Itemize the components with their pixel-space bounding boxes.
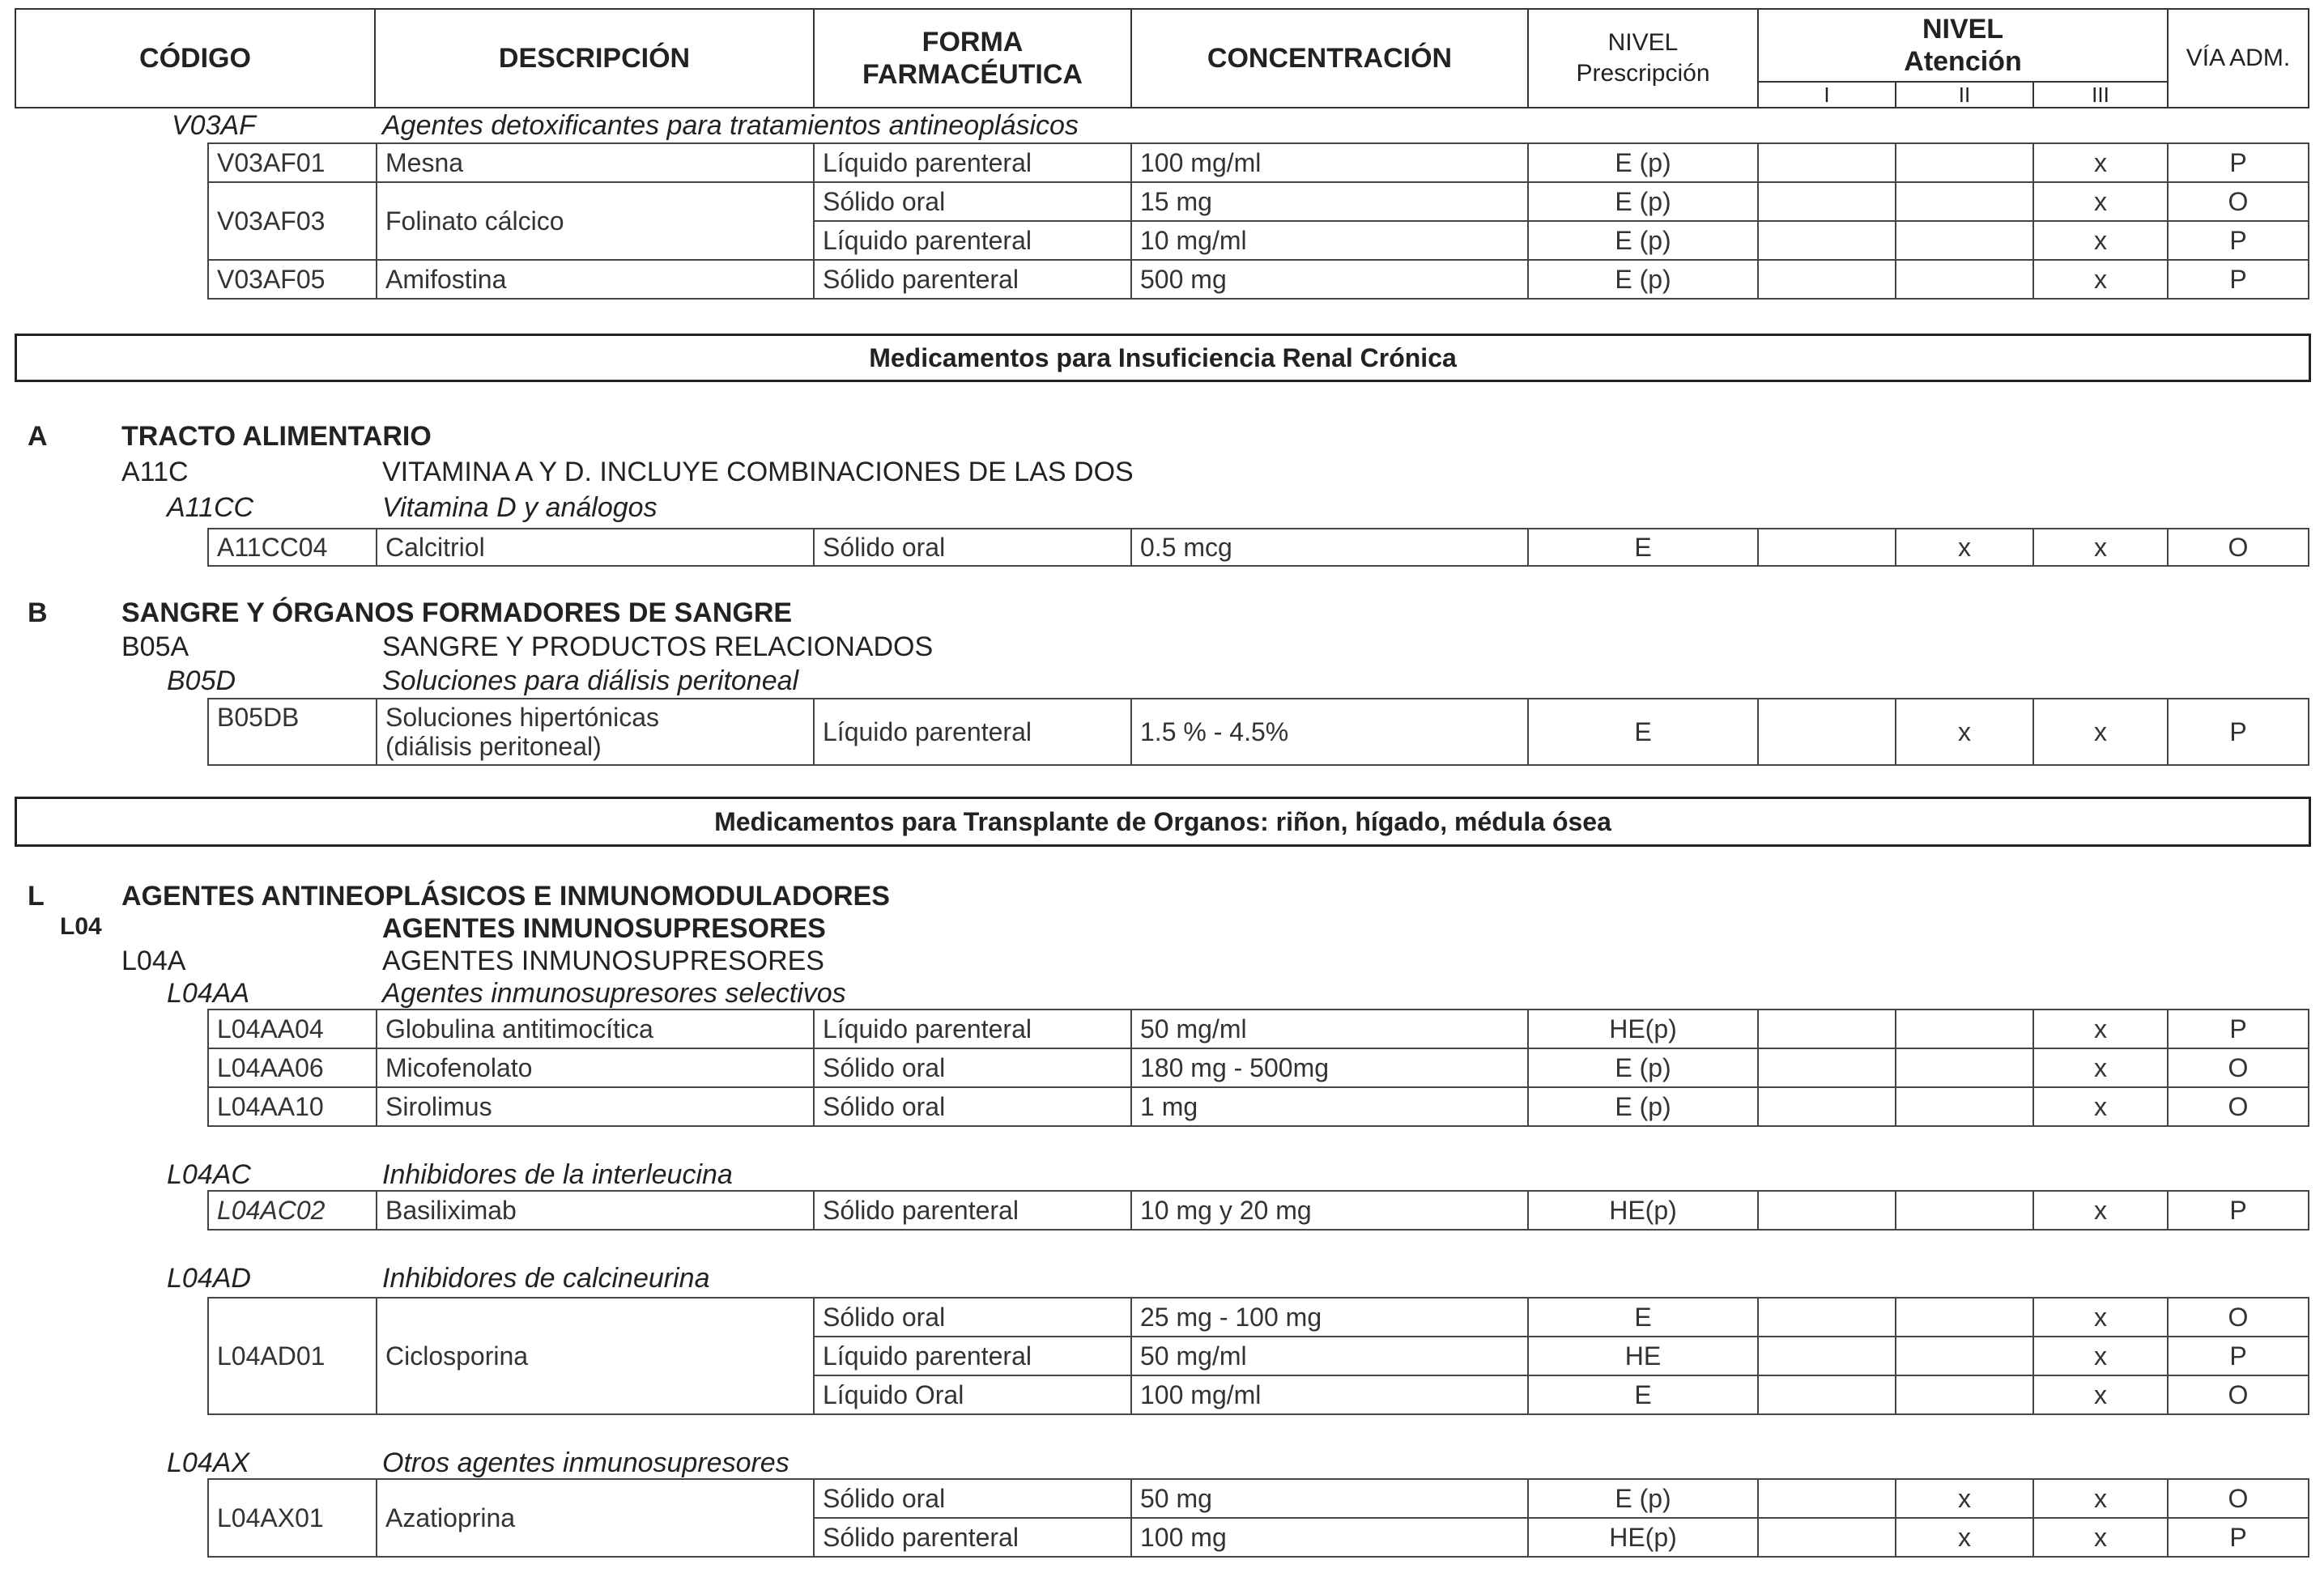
- group-letter: A: [28, 421, 48, 452]
- header-nivel-aten-line2: Atención: [1904, 46, 2022, 77]
- cell-n3: x: [2032, 1048, 2169, 1088]
- cell-n3: x: [2032, 142, 2169, 183]
- cell-via: O: [2167, 1375, 2309, 1415]
- subgroup-code: A11C: [121, 457, 189, 487]
- cell-forma: Líquido parenteral: [813, 698, 1132, 766]
- cell-presc: HE: [1527, 1336, 1759, 1376]
- cell-conc: 0.5 mcg: [1130, 528, 1529, 567]
- header-level-2: [1895, 81, 2034, 108]
- subgroup-name: Agentes detoxificantes para tratamientos antineoplásicos: [382, 110, 1079, 141]
- cell-n3: x: [2032, 181, 2169, 222]
- group-name: AGENTES ANTINEOPLÁSICOS E INMUNOMODULADORES: [121, 881, 890, 912]
- header-level-3: [2032, 81, 2169, 108]
- class-code: L04AC: [167, 1159, 251, 1190]
- cell-n2: [1895, 1190, 2034, 1231]
- cell-conc: 100 mg/ml: [1130, 142, 1529, 183]
- header-concentracion: [1130, 8, 1529, 108]
- cell-forma: Sólido oral: [813, 1478, 1132, 1519]
- cell-n1: [1757, 1478, 1896, 1519]
- header-codigo: [15, 8, 376, 108]
- cell-code: V03AF01: [207, 142, 377, 183]
- class-code: L04AX: [167, 1447, 250, 1478]
- header-nivel-presc-line2: Prescripción: [1576, 60, 1710, 87]
- cell-code: L04AX01: [207, 1478, 377, 1558]
- cell-n2: [1895, 142, 2034, 183]
- cell-n2: x: [1895, 1478, 2034, 1519]
- cell-n3: x: [2032, 259, 2169, 300]
- cell-n1: [1757, 698, 1896, 766]
- cell-presc: E (p): [1527, 259, 1759, 300]
- cell-desc: Mesna: [376, 142, 815, 183]
- cell-forma: Sólido parenteral: [813, 1517, 1132, 1558]
- cell-desc: Folinato cálcico: [376, 181, 815, 261]
- cell-via: O: [2167, 1048, 2309, 1088]
- cell-code: A11CC04: [207, 528, 377, 567]
- cell-n2: [1895, 1048, 2034, 1088]
- cell-via: O: [2167, 181, 2309, 222]
- cell-desc: Ciclosporina: [376, 1297, 815, 1415]
- cell-n1: [1757, 259, 1896, 300]
- group-name: SANGRE Y ÓRGANOS FORMADORES DE SANGRE: [121, 597, 793, 628]
- cell-presc: E (p): [1527, 142, 1759, 183]
- class-name: Soluciones para diálisis peritoneal: [382, 665, 799, 696]
- cell-via: P: [2167, 698, 2309, 766]
- cell-conc: 15 mg: [1130, 181, 1529, 222]
- section-banner-transplante: Medicamentos para Transplante de Organos: riñon, hígado, médula ósea: [15, 797, 2311, 847]
- cell-presc: E (p): [1527, 1086, 1759, 1127]
- cell-conc: 10 mg/ml: [1130, 220, 1529, 261]
- cell-code: V03AF05: [207, 259, 377, 300]
- cell-via: P: [2167, 1009, 2309, 1049]
- cell-n3: x: [2032, 698, 2169, 766]
- header-forma: [813, 8, 1132, 108]
- cell-conc: 50 mg: [1130, 1478, 1529, 1519]
- class-code: B05D: [167, 665, 236, 696]
- cell-via: P: [2167, 1190, 2309, 1231]
- subgroup-name: AGENTES INMUNOSUPRESORES: [382, 946, 824, 976]
- cell-via: P: [2167, 259, 2309, 300]
- cell-code: L04AA04: [207, 1009, 377, 1049]
- subgroup-name: AGENTES INMUNOSUPRESORES: [382, 913, 826, 944]
- cell-forma: Sólido oral: [813, 1297, 1132, 1337]
- cell-forma: Sólido oral: [813, 1086, 1132, 1127]
- cell-n3: x: [2032, 1336, 2169, 1376]
- section-banner-renal: Medicamentos para Insuficiencia Renal Crónica: [15, 334, 2311, 382]
- class-name: Vitamina D y análogos: [382, 492, 658, 523]
- cell-desc: Amifostina: [376, 259, 815, 300]
- class-code: L04AD: [167, 1263, 251, 1294]
- header-descripcion: [374, 8, 815, 108]
- cell-n1: [1757, 1190, 1896, 1231]
- subgroup-code: L04A: [121, 946, 186, 976]
- cell-forma: Sólido parenteral: [813, 1190, 1132, 1231]
- header-level-2-label: II: [1958, 83, 1971, 107]
- cell-via: O: [2167, 1478, 2309, 1519]
- header-forma-line1: FORMA: [922, 27, 1024, 57]
- cell-via: O: [2167, 1297, 2309, 1337]
- cell-n3: x: [2032, 1086, 2169, 1127]
- cell-presc: HE(p): [1527, 1009, 1759, 1049]
- cell-n2: [1895, 1297, 2034, 1337]
- cell-n1: [1757, 181, 1896, 222]
- cell-n2: x: [1895, 1517, 2034, 1558]
- header-nivel-atencion: [1757, 8, 2169, 83]
- cell-conc: 180 mg - 500mg: [1130, 1048, 1529, 1088]
- cell-desc: Azatioprina: [376, 1478, 815, 1558]
- header-level-3-label: III: [2092, 83, 2109, 107]
- cell-presc: HE(p): [1527, 1190, 1759, 1231]
- cell-n2: [1895, 220, 2034, 261]
- cell-presc: E (p): [1527, 220, 1759, 261]
- cell-presc: E: [1527, 528, 1759, 567]
- cell-presc: E: [1527, 1375, 1759, 1415]
- cell-conc: 500 mg: [1130, 259, 1529, 300]
- cell-forma: Líquido parenteral: [813, 1009, 1132, 1049]
- cell-n3: x: [2032, 1190, 2169, 1231]
- cell-forma: Líquido parenteral: [813, 220, 1132, 261]
- class-name: Otros agentes inmunosupresores: [382, 1447, 790, 1478]
- cell-n3: x: [2032, 1478, 2169, 1519]
- cell-forma: Sólido parenteral: [813, 259, 1132, 300]
- cell-presc: HE(p): [1527, 1517, 1759, 1558]
- class-name: Agentes inmunosupresores selectivos: [382, 978, 846, 1009]
- subgroup-name: SANGRE Y PRODUCTOS RELACIONADOS: [382, 631, 934, 662]
- cell-desc: Micofenolato: [376, 1048, 815, 1088]
- cell-n3: x: [2032, 1297, 2169, 1337]
- class-code: A11CC: [167, 492, 254, 523]
- cell-n3: x: [2032, 1517, 2169, 1558]
- cell-forma: Líquido parenteral: [813, 1336, 1132, 1376]
- header-via-label: VÍA ADM.: [2186, 45, 2291, 71]
- cell-code: L04AA06: [207, 1048, 377, 1088]
- cell-forma: Sólido oral: [813, 181, 1132, 222]
- cell-n1: [1757, 1048, 1896, 1088]
- group-letter: L: [28, 881, 45, 912]
- subgroup-code: B05A: [121, 631, 189, 662]
- cell-n1: [1757, 1086, 1896, 1127]
- header-descripcion-label: DESCRIPCIÓN: [498, 43, 691, 74]
- cell-forma: Sólido oral: [813, 1048, 1132, 1088]
- cell-conc: 50 mg/ml: [1130, 1009, 1529, 1049]
- class-name: Inhibidores de calcineurina: [382, 1263, 710, 1294]
- cell-n1: [1757, 220, 1896, 261]
- cell-presc: E: [1527, 698, 1759, 766]
- cell-n2: [1895, 1086, 2034, 1127]
- cell-via: P: [2167, 1336, 2309, 1376]
- cell-desc: [376, 698, 815, 766]
- subgroup-name: VITAMINA A Y D. INCLUYE COMBINACIONES DE LAS DOS: [382, 457, 1134, 487]
- cell-conc: 1.5 % - 4.5%: [1130, 698, 1529, 766]
- header-codigo-label: CÓDIGO: [139, 43, 251, 74]
- subgroup-code: L04: [60, 913, 102, 940]
- cell-desc: Globulina antitimocítica: [376, 1009, 815, 1049]
- header-nivel-prescripcion: [1527, 8, 1759, 108]
- group-name: TRACTO ALIMENTARIO: [121, 421, 432, 452]
- cell-conc: 100 mg/ml: [1130, 1375, 1529, 1415]
- cell-conc: 1 mg: [1130, 1086, 1529, 1127]
- cell-n2: [1895, 1336, 2034, 1376]
- header-nivel-aten-line1: NIVEL: [1922, 14, 2004, 45]
- cell-n1: [1757, 1009, 1896, 1049]
- cell-conc: 25 mg - 100 mg: [1130, 1297, 1529, 1337]
- cell-via: O: [2167, 528, 2309, 567]
- cell-conc: 100 mg: [1130, 1517, 1529, 1558]
- cell-conc: 50 mg/ml: [1130, 1336, 1529, 1376]
- cell-code: L04AA10: [207, 1086, 377, 1127]
- cell-forma: Líquido parenteral: [813, 142, 1132, 183]
- cell-code: L04AC02: [207, 1190, 377, 1231]
- cell-desc: Sirolimus: [376, 1086, 815, 1127]
- group-letter: B: [28, 597, 48, 628]
- cell-via: O: [2167, 1086, 2309, 1127]
- cell-n1: [1757, 142, 1896, 183]
- cell-n1: [1757, 528, 1896, 567]
- cell-forma: Sólido oral: [813, 528, 1132, 567]
- header-nivel-presc-line1: NIVEL: [1607, 29, 1679, 56]
- cell-desc: Basiliximab: [376, 1190, 815, 1231]
- cell-code: B05DB: [207, 698, 377, 766]
- cell-desc-line2: (diálisis peritoneal): [385, 732, 602, 761]
- cell-n2: [1895, 259, 2034, 300]
- cell-n1: [1757, 1297, 1896, 1337]
- cell-n3: x: [2032, 220, 2169, 261]
- cell-n2: x: [1895, 528, 2034, 567]
- header-level-1: [1757, 81, 1896, 108]
- cell-presc: E: [1527, 1297, 1759, 1337]
- cell-presc: E (p): [1527, 181, 1759, 222]
- header-concentracion-label: CONCENTRACIÓN: [1207, 43, 1453, 74]
- cell-presc: E (p): [1527, 1048, 1759, 1088]
- subgroup-code: V03AF: [172, 110, 256, 141]
- cell-n1: [1757, 1517, 1896, 1558]
- class-code: L04AA: [167, 978, 250, 1009]
- cell-presc: E (p): [1527, 1478, 1759, 1519]
- header-level-1-label: I: [1824, 83, 1830, 107]
- cell-n2: [1895, 1375, 2034, 1415]
- header-forma-line2: FARMACÉUTICA: [862, 59, 1083, 90]
- cell-conc: 10 mg y 20 mg: [1130, 1190, 1529, 1231]
- cell-via: P: [2167, 142, 2309, 183]
- cell-desc: Calcitriol: [376, 528, 815, 567]
- cell-n2: x: [1895, 698, 2034, 766]
- cell-n1: [1757, 1336, 1896, 1376]
- cell-n3: x: [2032, 528, 2169, 567]
- cell-n3: x: [2032, 1009, 2169, 1049]
- cell-code: V03AF03: [207, 181, 377, 261]
- cell-desc-line1: Soluciones hipertónicas: [385, 703, 659, 732]
- cell-via: P: [2167, 1517, 2309, 1558]
- header-via: [2167, 8, 2309, 108]
- cell-via: P: [2167, 220, 2309, 261]
- cell-n1: [1757, 1375, 1896, 1415]
- cell-forma: Líquido Oral: [813, 1375, 1132, 1415]
- class-name: Inhibidores de la interleucina: [382, 1159, 733, 1190]
- cell-n2: [1895, 1009, 2034, 1049]
- cell-code: L04AD01: [207, 1297, 377, 1415]
- cell-n2: [1895, 181, 2034, 222]
- cell-n3: x: [2032, 1375, 2169, 1415]
